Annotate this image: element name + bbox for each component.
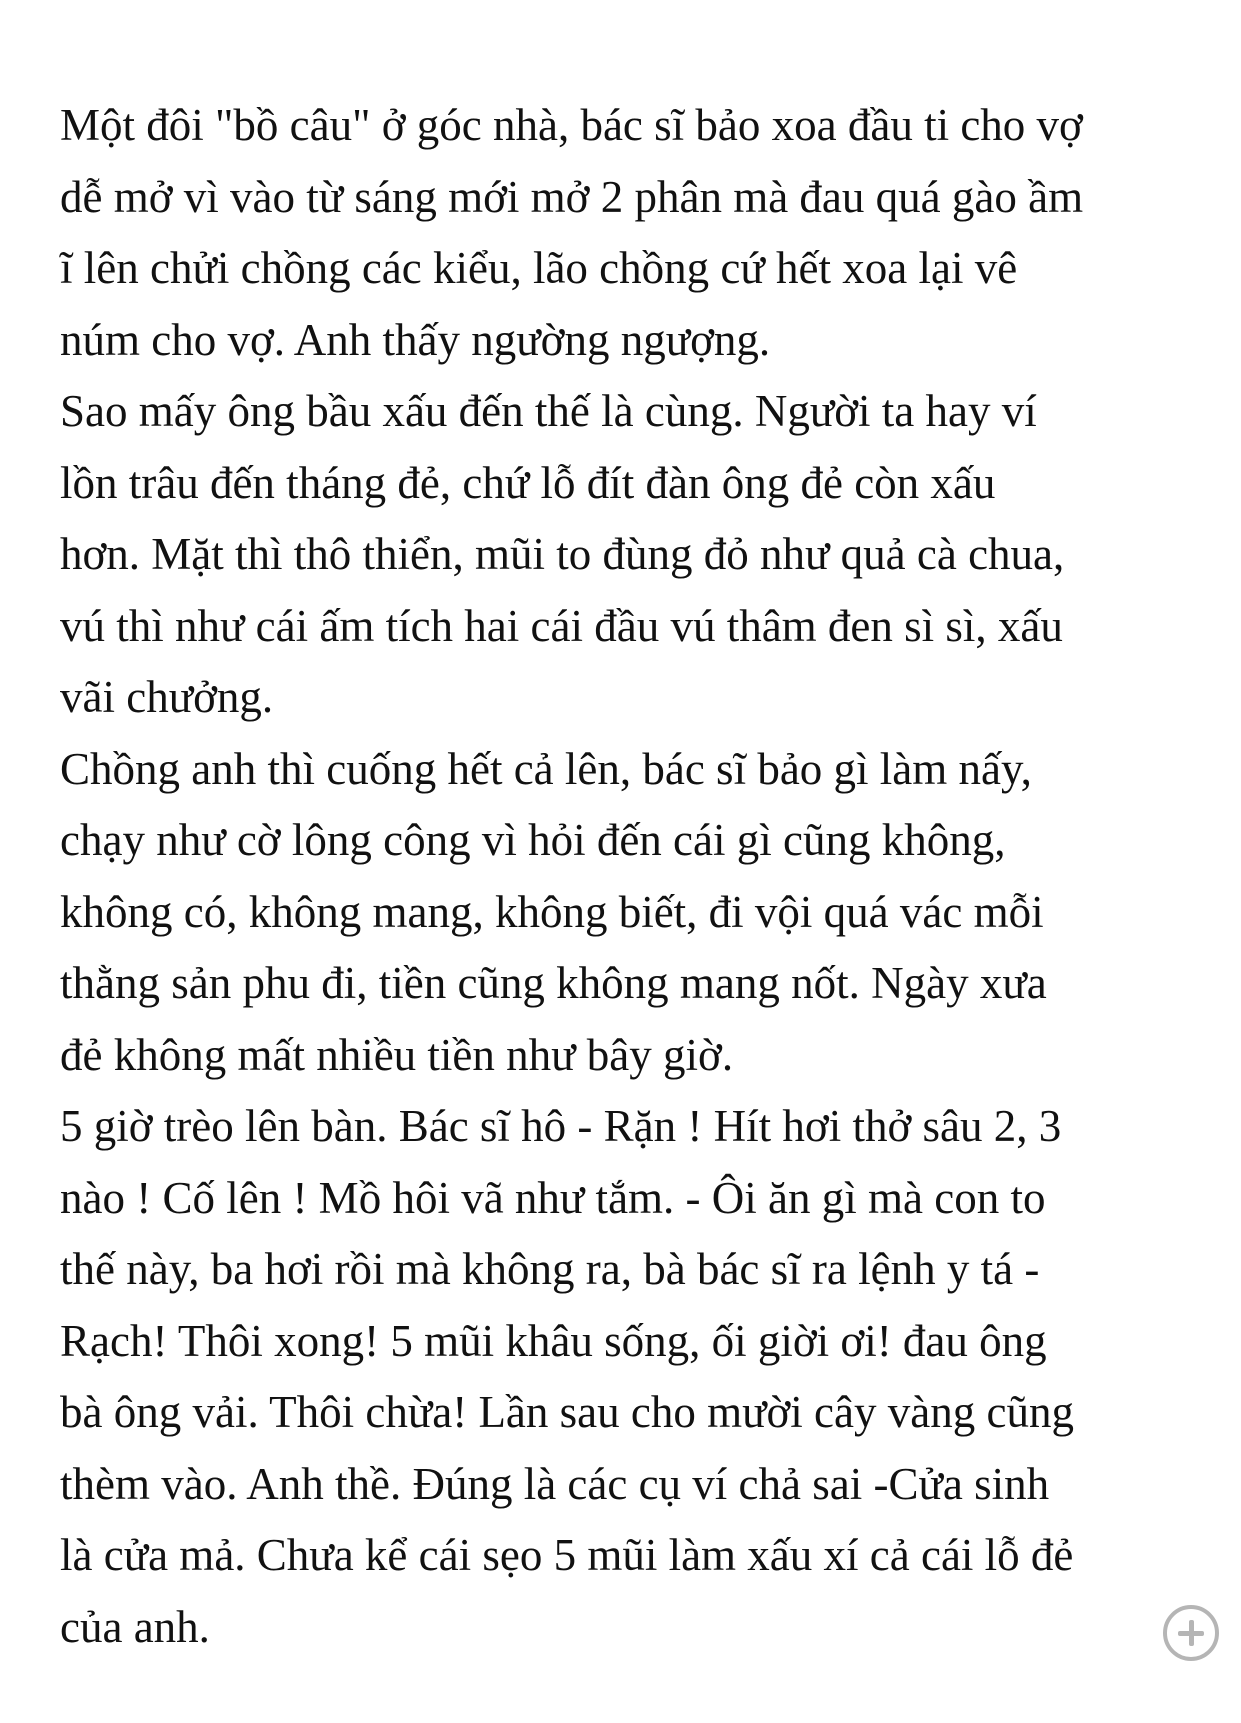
plus-circle-icon[interactable] — [1163, 1605, 1219, 1661]
text-line: dễ mở vì vào từ sáng mới mở 2 phân mà đau quá gào ầm — [60, 171, 1084, 222]
text-line: vãi chưởng. — [60, 672, 274, 722]
text-line: 5 giờ trèo lên bàn. Bác sĩ hô - Rặn ! Hít hơi thở sâu 2, 3 — [60, 1101, 1062, 1151]
text-line: thèm vào. Anh thề. Đúng là các cụ ví chả sai -Cửa sinh — [60, 1458, 1050, 1509]
text-line: bà ông vải. Thôi chừa! Lần sau cho mười cây vàng cũng — [60, 1387, 1074, 1437]
text-line: Chồng anh thì cuống hết cả lên, bác sĩ bảo gì làm nấy, — [60, 743, 1032, 794]
story-text — [60, 90, 1180, 1663]
text-line: không có, không mang, không biết, đi vội quá vác mỗi — [60, 886, 1044, 937]
text-line: vú thì như cái ấm tích hai cái đầu vú thâm đen sì sì, xấu — [60, 600, 1063, 651]
text-line: Sao mấy ông bầu xấu đến thế là cùng. Người ta hay ví — [60, 386, 1037, 436]
text-line: thằng sản phu đi, tiền cũng không mang nốt. Ngày xưa — [60, 958, 1047, 1008]
text-line: Một đôi "bồ câu" ở góc nhà, bác sĩ bảo xoa đầu ti cho vợ — [60, 100, 1083, 150]
text-line: là cửa mả. Chưa kể cái sẹo 5 mũi làm xấu xí cả cái lỗ đẻ — [60, 1530, 1074, 1580]
text-line: đẻ không mất nhiều tiền như bây giờ. — [60, 1029, 734, 1080]
text-line: ĩ lên chửi chồng các kiểu, lão chồng cứ hết xoa lại vê — [60, 243, 1018, 293]
text-line: hơn. Mặt thì thô thiển, mũi to đùng đỏ như quả cà chua, — [60, 529, 1065, 579]
text-line: núm cho vợ. Anh thấy ngường ngượng. — [60, 314, 771, 365]
text-line: Rạch! Thôi xong! 5 mũi khâu sống, ối giời ơi! đau ông — [60, 1315, 1047, 1366]
text-line: của anh. — [60, 1601, 210, 1652]
text-line: thế này, ba hơi rồi mà không ra, bà bác sĩ ra lệnh y tá - — [60, 1244, 1040, 1294]
text-line: nào ! Cố lên ! Mồ hôi vã như tắm. - Ôi ăn gì mà con to — [60, 1172, 1046, 1223]
text-line: chạy như cờ lông công vì hỏi đến cái gì cũng không, — [60, 815, 1006, 865]
text-line: lồn trâu đến tháng đẻ, chứ lỗ đít đàn ông đẻ còn xấu — [60, 457, 996, 508]
